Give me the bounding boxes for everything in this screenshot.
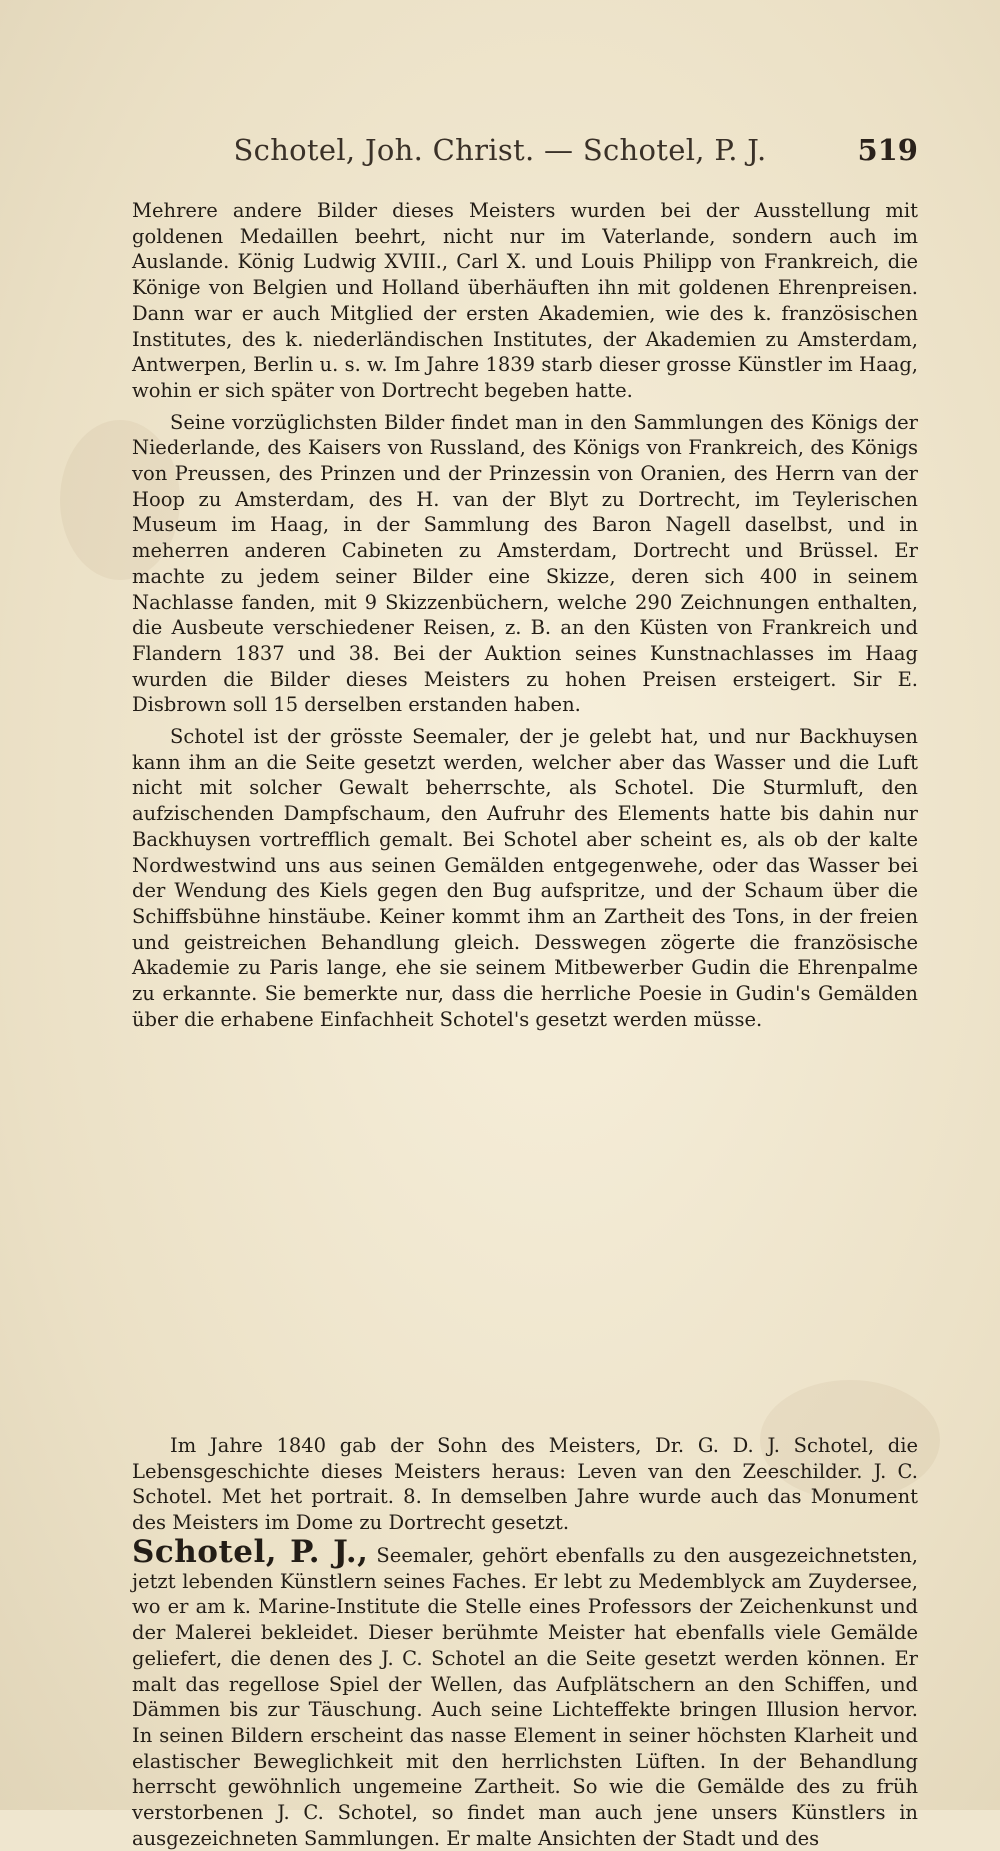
page-number: 519: [857, 133, 918, 167]
running-title: Schotel, Joh. Christ. — Schotel, P. J.: [233, 133, 767, 167]
article-headword: Schotel, P. J.,: [132, 1534, 369, 1570]
paragraph: Seine vorzüglichsten Bilder findet man in den Sammlungen des Königs der Niederlande, des Kaisers von Russland, des Königs von Frankreich, des Königs von Preussen, des Prinzen und der Prinzessin von Oranien, des Herrn van der Hoop zu Amsterdam, des H. van der Blyt zu Dortrecht, im Teylerischen Museum im Haag, in der Sammlung des Baron Nagell daselbst, und in meherren anderen Cabineten zu Amsterdam, Dortrecht und Brüssel. Er machte zu jedem seiner Bilder eine Skizze, deren sich 400 in seinem Nachlasse fanden, mit 9 Skizzenbüchern, welche 290 Zeichnungen enthalten, die Ausbeute verschiedener Reisen, z. B. an den Küsten von Frankreich und Flandern 1837 und 38. Bei der Auktion seines Kunstnachlasses im Haag wurden die Bilder dieses Meisters zu hohen Preisen ersteigert. Sir E. Disbrown soll 15 derselben erstanden haben.: [132, 410, 918, 717]
paragraph: Im Jahre 1840 gab der Sohn des Meisters, Dr. G. D. J. Schotel, die Lebensgeschichte dieses Meisters heraus: Leven van den Zeeschilder. J. C. Schotel. Met het portrait. 8. In demselben Jahre wurde auch das Monument des Meisters im Dome zu Dortrecht gesetzt.: [132, 1434, 918, 1535]
running-header: [0, 133, 1000, 173]
paragraph: Mehrere andere Bilder dieses Meisters wurden bei der Ausstellung mit goldenen Medaillen beehrt, nicht nur im Vaterlande, sondern auch im Auslande. König Ludwig XVIII., Carl X. und Louis Philipp von Frankreich, die Könige von Belgien und Holland überhäuften ihn mit goldenen Ehrenpreisen. Dann war er auch Mitglied der ersten Akademien, wie des k. französischen Institutes, des k. niederländischen Institutes, der Akademien zu Amsterdam, Antwerpen, Berlin u. s. w. Im Jahre 1839 starb dieser grosse Künstler im Haag, wohin er sich später von Dortrecht begeben hatte.: [132, 199, 918, 402]
paragraph: Schotel ist der grösste Seemaler, der je gelebt hat, und nur Backhuysen kann ihm an die Seite gesetzt werden, welcher aber das Wasser und die Luft nicht mit solcher Gewalt beherrschte, als Schotel. Die Sturmluft, den aufzischenden Dampfschaum, den Aufruhr des Elements hatte bis dahin nur Backhuysen vortrefflich gemalt. Bei Schotel aber scheint es, als ob der kalte Nordwestwind uns aus seinen Gemälden entgegenwehe, oder das Wasser bei der Wendung des Kiels gegen den Bug aufspritze, und der Schaum über die Schiffsbühne hinstäube. Keiner kommt ihm an Zartheit des Tons, in der freien und geistreichen Behandlung gleich. Desswegen zögerte die französische Akademie zu Paris lange, ehe sie seinem Mitbewerber Gudin die Ehrenpalme zu erkannte. Sie bemerkte nur, dass die herrliche Poesie in Gudin's Gemälden über die erhabene Einfachheit Schotel's gesetzt werden müsse.: [132, 725, 918, 1031]
article-body: Seemaler, gehört ebenfalls zu den ausgezeichnetsten, jetzt lebenden Künstlern seines Faches. Er lebt zu Medemblyck am Zuydersee, wo er am k. Marine-Institute die Stelle eines Professors der Zeichenkunst und der Malerei bekleidet. Dieser berühmte Meister hat ebenfalls viele Gemälde geliefert, die denen des J. C. Schotel an die Seite gesetzt werden können. Er malt das regellose Spiel der Wellen, das Aufplätschern an den Schiffen, und Dämmen bis zur Täuschung. Auch seine Lichteffekte bringen Illusion hervor. In seinen Bildern erscheint das nasse Element in seiner höchsten Klarheit und elastischer Beweglichkeit mit den herrlichsten Lüften. In der Behandlung herrscht gewöhnlich ungemeine Zartheit. So wie die Gemälde des zu früh verstorbenen J. C. Schotel, so findet man auch jene unsers Künstlers in ausgezeichneten Sammlungen. Er malte Ansichten der Stadt und des: [132, 1544, 918, 1850]
article-entry: [132, 1534, 918, 1851]
article-schotel-joh-christ-continued: [132, 198, 918, 1033]
article-schotel-p-j: [132, 1534, 918, 1851]
article-closing-paragraph: [132, 1433, 918, 1536]
